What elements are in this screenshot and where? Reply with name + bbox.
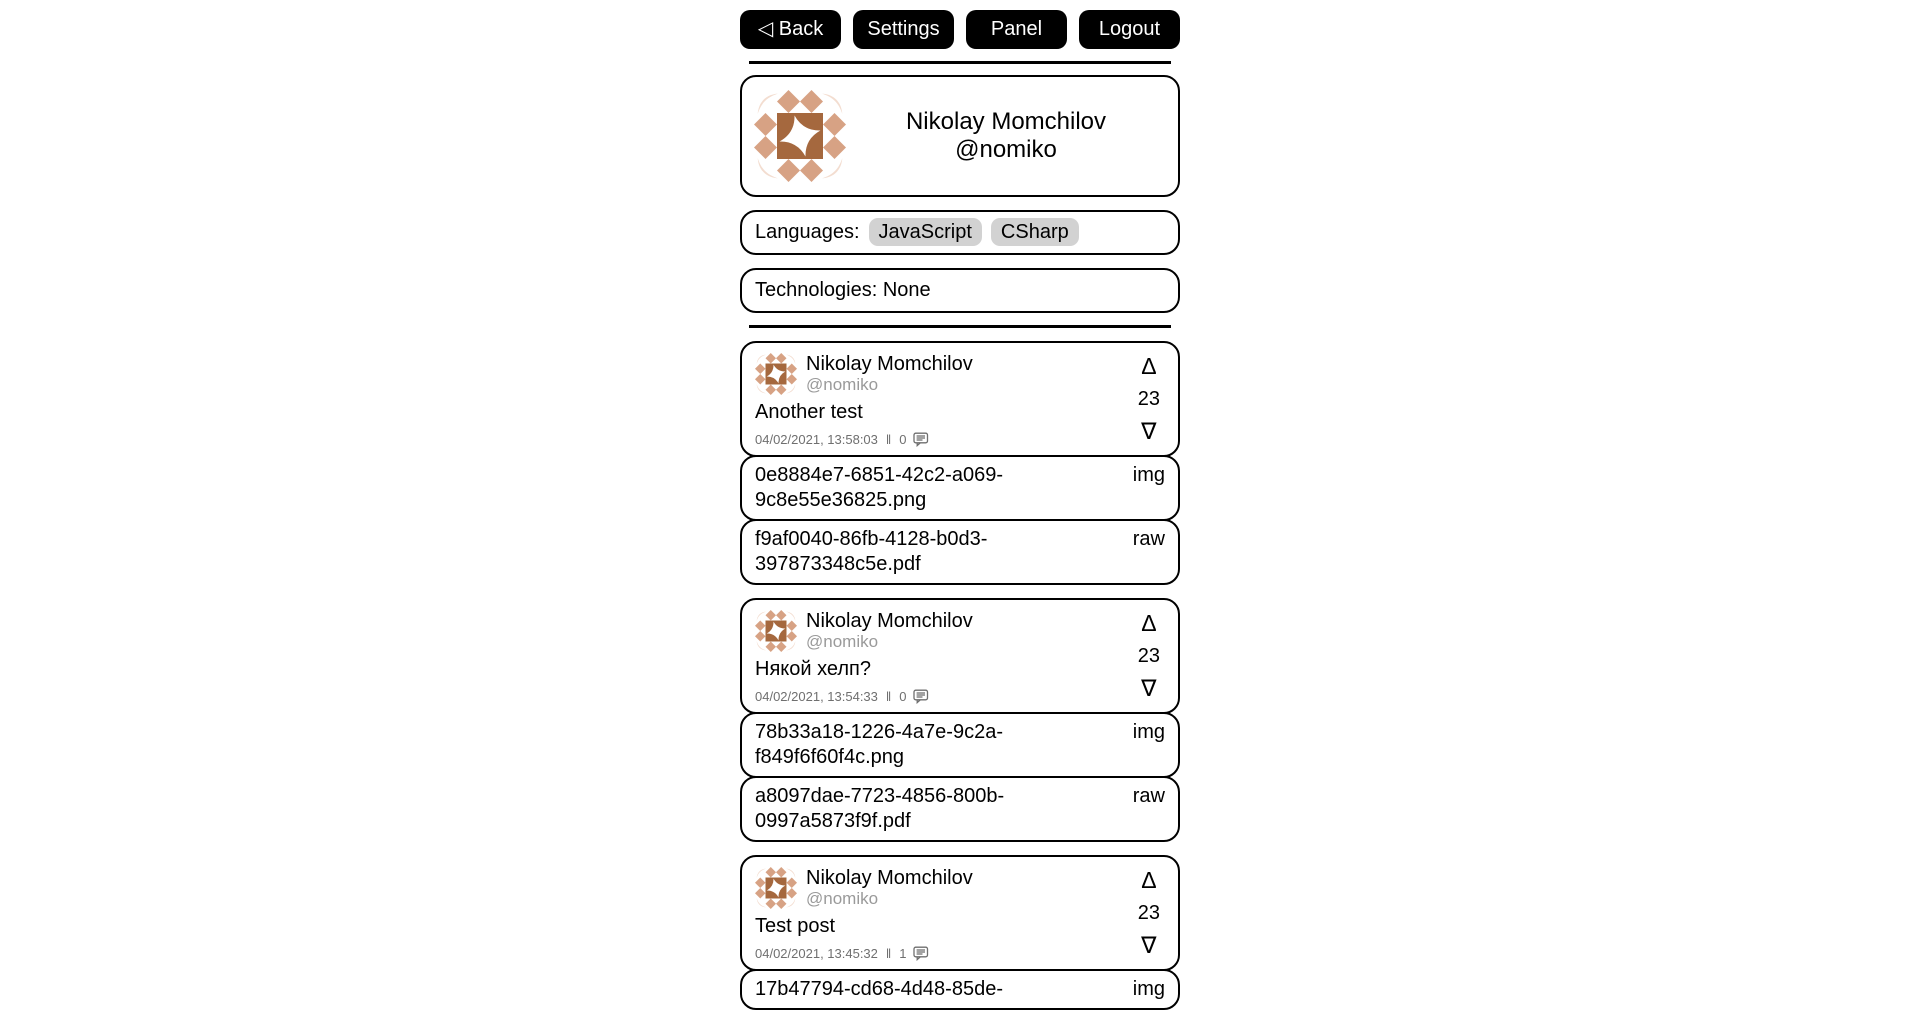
languages-card xyxy=(740,210,1180,255)
technologies-card xyxy=(740,268,1180,313)
attachment-row[interactable] xyxy=(740,519,1180,585)
upvote-button[interactable]: Δ xyxy=(1141,610,1157,636)
attachment-type-label: raw xyxy=(1132,528,1165,550)
post-author: Nikolay Momchilov xyxy=(806,353,973,375)
attachment-list xyxy=(740,969,1180,1010)
meta-separator: ‖ xyxy=(885,946,892,961)
post-meta xyxy=(755,689,973,704)
user-avatar xyxy=(754,90,846,182)
profile-card xyxy=(740,75,1180,197)
post-timestamp: 04/02/2021, 13:58:03 xyxy=(755,432,878,447)
vote-count: 23 xyxy=(1137,388,1160,410)
post-meta xyxy=(755,946,973,961)
meta-separator: ‖ xyxy=(885,689,892,704)
attachment-type-label: img xyxy=(1132,721,1165,743)
vote-column xyxy=(1132,353,1166,447)
post-timestamp: 04/02/2021, 13:45:32 xyxy=(755,946,878,961)
profile-names xyxy=(846,108,1166,164)
upvote-button[interactable]: Δ xyxy=(1141,353,1157,379)
post-title: Някой хелп? xyxy=(755,658,871,680)
post-group xyxy=(740,341,1180,585)
post-header xyxy=(755,867,973,909)
attachment-filename: f9af0040-86fb-4128-b0d3-397873348c5e.pdf xyxy=(755,528,988,575)
post-card[interactable] xyxy=(740,341,1180,457)
back-button[interactable] xyxy=(740,10,841,49)
attachment-row[interactable] xyxy=(740,455,1180,521)
technologies-label: Technologies: None xyxy=(755,279,931,301)
post-timestamp: 04/02/2021, 13:54:33 xyxy=(755,689,878,704)
post-group xyxy=(740,855,1180,1010)
attachment-row[interactable] xyxy=(740,776,1180,842)
attachment-row[interactable] xyxy=(740,712,1180,778)
post-header xyxy=(755,353,973,395)
attachment-type-label: img xyxy=(1132,978,1165,1000)
post-meta xyxy=(755,432,973,447)
comment-bubble-icon xyxy=(913,946,929,961)
attachment-filename: 78b33a18-1226-4a7e-9c2a-f849f6f60f4c.png xyxy=(755,721,1003,768)
post-title: Another test xyxy=(755,401,863,423)
vote-column xyxy=(1132,610,1166,704)
attachment-filename: 17b47794-cd68-4d48-85de- xyxy=(755,978,1003,1000)
post-main xyxy=(755,353,973,447)
post-author-block xyxy=(806,353,973,394)
language-tag: CSharp xyxy=(991,218,1079,246)
upvote-button[interactable]: Δ xyxy=(1141,867,1157,893)
downvote-button[interactable]: ∇ xyxy=(1141,932,1157,958)
attachment-filename: 0e8884e7-6851-42c2-a069-9c8e55e36825.png xyxy=(755,464,1003,511)
profile-name: Nikolay Momchilov xyxy=(905,108,1107,135)
attachment-type-label: img xyxy=(1132,464,1165,486)
attachment-row[interactable] xyxy=(740,969,1180,1010)
post-author-handle: @nomiko xyxy=(806,632,879,651)
post-author-block xyxy=(806,867,973,908)
vote-count: 23 xyxy=(1137,645,1160,667)
back-arrow-icon: ◁ xyxy=(757,18,774,40)
languages-label: Languages: xyxy=(755,221,860,243)
vote-count: 23 xyxy=(1137,902,1160,924)
post-list xyxy=(740,341,1180,1010)
profile-page xyxy=(740,0,1180,1010)
comment-count: 0 xyxy=(899,689,907,704)
post-author: Nikolay Momchilov xyxy=(806,867,973,889)
post-card[interactable] xyxy=(740,598,1180,714)
panel-button[interactable]: Panel xyxy=(966,10,1067,49)
user-avatar xyxy=(755,867,797,909)
divider xyxy=(749,61,1171,64)
post-group xyxy=(740,598,1180,842)
downvote-button[interactable]: ∇ xyxy=(1141,675,1157,701)
vote-column xyxy=(1132,867,1166,961)
post-header xyxy=(755,610,973,652)
attachment-filename: a8097dae-7723-4856-800b-0997a5873f9f.pdf xyxy=(755,785,1005,832)
top-nav xyxy=(740,10,1180,49)
profile-handle: @nomiko xyxy=(955,136,1057,163)
user-avatar xyxy=(755,610,797,652)
attachment-list xyxy=(740,712,1180,842)
logout-button[interactable]: Logout xyxy=(1079,10,1180,49)
post-author: Nikolay Momchilov xyxy=(806,610,973,632)
language-tag: JavaScript xyxy=(869,218,982,246)
post-main xyxy=(755,610,973,704)
comment-count: 1 xyxy=(899,946,907,961)
divider xyxy=(749,325,1171,328)
post-author-handle: @nomiko xyxy=(806,889,879,908)
meta-separator: ‖ xyxy=(885,432,892,447)
post-main xyxy=(755,867,973,961)
comment-bubble-icon xyxy=(913,432,929,447)
attachment-list xyxy=(740,455,1180,585)
post-card[interactable] xyxy=(740,855,1180,971)
back-button-label: Back xyxy=(778,18,824,40)
language-tag-list xyxy=(860,221,1079,244)
comment-bubble-icon xyxy=(913,689,929,704)
comment-count: 0 xyxy=(899,432,907,447)
attachment-type-label: raw xyxy=(1132,785,1165,807)
post-author-handle: @nomiko xyxy=(806,375,879,394)
downvote-button[interactable]: ∇ xyxy=(1141,418,1157,444)
user-avatar xyxy=(755,353,797,395)
post-title: Test post xyxy=(755,915,836,937)
settings-button[interactable]: Settings xyxy=(853,10,954,49)
post-author-block xyxy=(806,610,973,651)
